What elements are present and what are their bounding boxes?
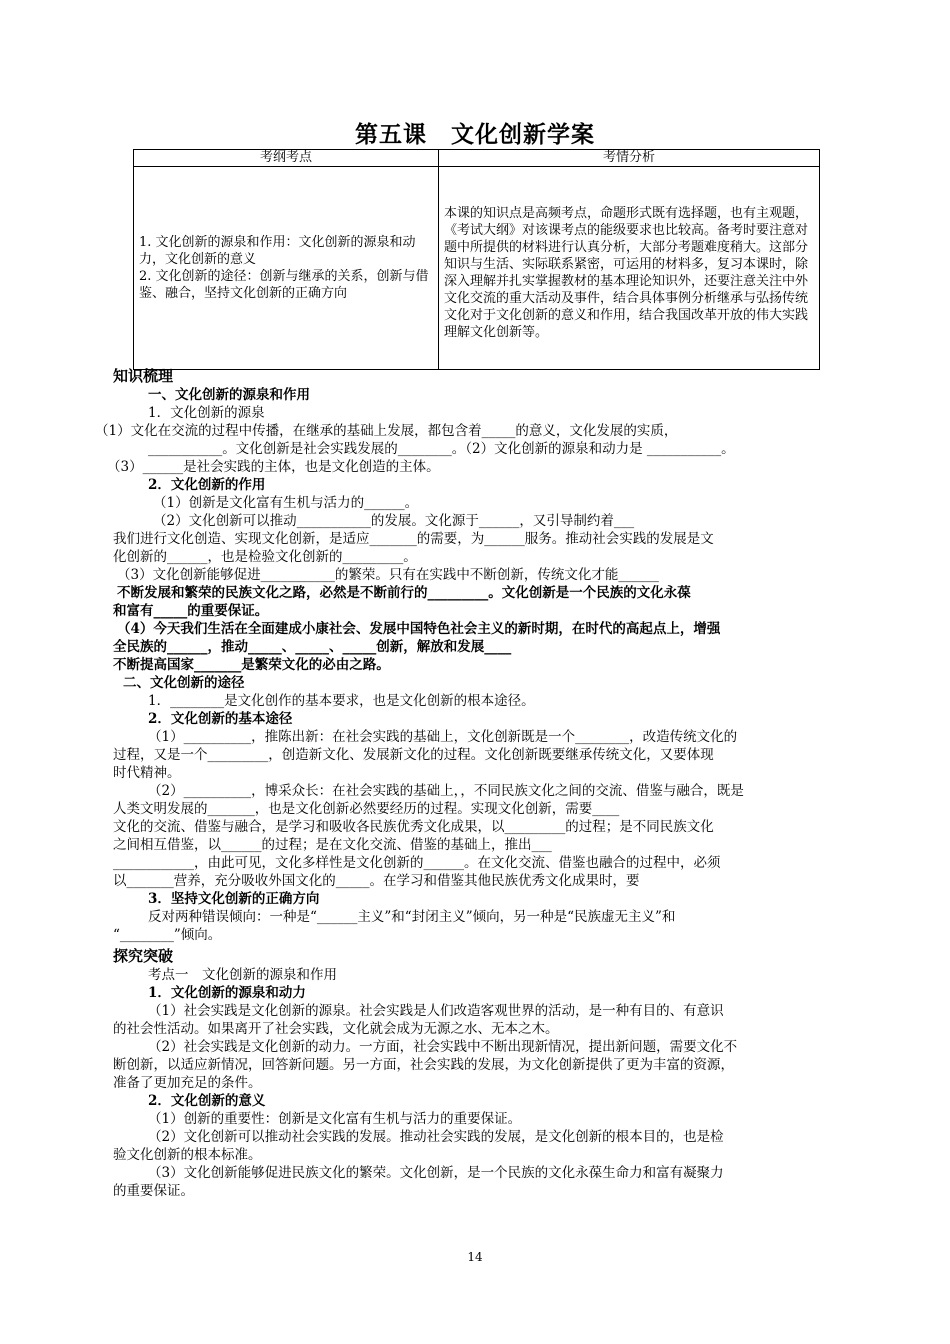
content-line: 1．________是文化创作的基本要求，也是文化创新的根本途径。 [148, 693, 535, 709]
exam-outline-table [133, 149, 820, 370]
study-content [95, 364, 843, 1200]
page-number: 14 [467, 1250, 483, 1264]
content-line: “________”倾向。 [113, 927, 222, 943]
content-line: 化创新的______，也是检验文化创新的_________。 [113, 549, 417, 565]
content-line: （1）创新的重要性：创新是文化富有生机与活力的重要保证。 [148, 1111, 522, 1127]
content-line: （3）______是社会实践的主体，也是文化创造的主体。 [107, 459, 440, 475]
content-line: 全民族的______，推动_____、_____、_____创新，解放和发展____ [113, 639, 512, 655]
content-line: 考点一 文化创新的源泉和作用 [148, 967, 337, 983]
content-line: （1）__________，推陈出新：在社会实践的基础上，文化创新既是一个________，改造传统文化的 [148, 729, 738, 745]
content-line: 人类文明发展的_______，也是文化创新必然要经历的过程。实现文化创新，需要____ [113, 801, 620, 817]
content-line: ____________，由此可见，文化多样性是文化创新的______。在文化交流、借鉴也融合的过程中，必须 [113, 855, 721, 871]
content-line: 2．文化创新的作用 [148, 477, 266, 493]
page-title: 第五课 文化创新学案 [355, 122, 595, 148]
content-line: 我们进行文化创造、实现文化创新，是适应_______的需要，为______服务。推动社会实践的发展是文 [113, 531, 714, 547]
content-line: ___________。文化创新是社会实践发展的________。（2）文化创新的源泉和动力是 ___________。 [148, 441, 735, 457]
content-line: 1．文化创新的源泉和动力 [148, 985, 306, 1001]
section-heading: 探究突破 [113, 947, 174, 965]
content-line: 2．文化创新的基本途径 [148, 711, 293, 727]
content-line: 和富有_____的重要保证。 [113, 603, 269, 619]
content-line: （1）创新是文化富有生机与活力的______。 [153, 495, 419, 511]
content-line: 文化的交流、借鉴与融合，是学习和吸收各民族优秀文化成果，以_________的过程；是不同民族文化 [113, 819, 714, 835]
content-line: （2）社会实践是文化创新的动力。一方面，社会实践中不断出现新情况，提出新问题，需要文化不 [148, 1039, 738, 1055]
content-line: 准备了更加充足的条件。 [113, 1075, 262, 1091]
content-line: （3）文化创新能够促进___________的繁荣。只有在实践中不断创新，传统文化才能______ [117, 567, 659, 583]
content-line: （2）__________，博采众长：在社会实践的基础上，，不同民族文化之间的交流、借鉴与融合，既是 [148, 783, 744, 799]
content-line: 断创新，以适应新情况，回答新问题。另一方面，社会实践的发展，为文化创新提供了更为丰富的资源， [113, 1057, 734, 1073]
content-line: 的重要保证。 [113, 1183, 194, 1199]
content-line: 验文化创新的根本标准。 [113, 1147, 262, 1163]
table-header-exam-analysis: 考情分析 [439, 150, 820, 167]
content-line: 以_______营养，充分吸收外国文化的_____。在学习和借鉴其他民族优秀文化成果时，要 [113, 873, 640, 889]
content-line: 不断发展和繁荣的民族文化之路，必然是不断前行的_________。文化创新是一个民族的文化永葆 [117, 585, 691, 601]
content-line: （3）文化创新能够促进民族文化的繁荣。文化创新，是一个民族的文化永葆生命力和富有凝聚力 [148, 1165, 724, 1181]
content-line: 1．文化创新的源泉 [148, 405, 265, 421]
content-line: 时代精神。 [113, 765, 181, 781]
exam-points-cell: 1. 文化创新的源泉和作用：文化创新的源泉和动力，文化创新的意义 2. 文化创新的途径：创新与继承的关系，创新与借鉴、融合，坚持文化创新的正确方向 [134, 167, 439, 370]
content-line: 一、文化创新的源泉和作用 [148, 387, 310, 403]
exam-analysis-cell: 本课的知识点是高频考点，命题形式既有选择题，也有主观题，《考试大纲》对该课考点的能级要求也比较高。备考时要注意对题中所提供的材料进行认真分析，大部分考题难度稍大。这部分知识与生活、实际联系紧密，可运用的材料多，复习本课时，除深入理解并扎实掌握教材的基本理论知识外，还要注意关注中外文化交流的重大活动及事件，结合具体事例分析继承与弘扬传统文化对于文化创新的意义和作用，结合我国改革开放的伟大实践理解文化创新等。 [439, 167, 820, 370]
content-line: （2）文化创新可以推动社会实践的发展。推动社会实践的发展，是文化创新的根本目的，也是检 [148, 1129, 724, 1145]
content-line: （1）社会实践是文化创新的源泉。社会实践是人们改造客观世界的活动，是一种有目的、有意识 [148, 1003, 724, 1019]
content-line: （2）文化创新可以推动___________的发展。文化源于______，又引导制约着___ [153, 513, 635, 529]
content-line: （1）文化在交流的过程中传播，在继承的基础上发展，都包含着_____的意义，文化发展的实质， [95, 423, 678, 439]
content-line: 二、文化创新的途径 [123, 675, 245, 691]
content-line: 反对两种错误倾向：一种是“______主义”和“封闭主义”倾向，另一种是“民族虚无主义”和 [148, 909, 676, 925]
content-line: （4）今天我们生活在全面建成小康社会、发展中国特色社会主义的新时期，在时代的高起点上，增强 [117, 621, 721, 637]
content-line: 3．坚持文化创新的正确方向 [148, 891, 320, 907]
table-header-exam-points: 考纲考点 [134, 150, 439, 167]
content-line: 之间相互借鉴，以______的过程；是在文化交流、借鉴的基础上，推出___ [113, 837, 552, 853]
content-line: 过程，又是一个_________，创造新文化、发展新文化的过程。文化创新既要继承传统文化，又要体现 [113, 747, 714, 763]
content-line: 2．文化创新的意义 [148, 1093, 266, 1109]
content-line: 的社会性活动。如果离开了社会实践，文化就会成为无源之水、无本之木。 [113, 1021, 559, 1037]
content-line: 不断提高国家_______是繁荣文化的必由之路。 [113, 657, 390, 673]
section-heading: 知识梳理 [113, 367, 174, 385]
